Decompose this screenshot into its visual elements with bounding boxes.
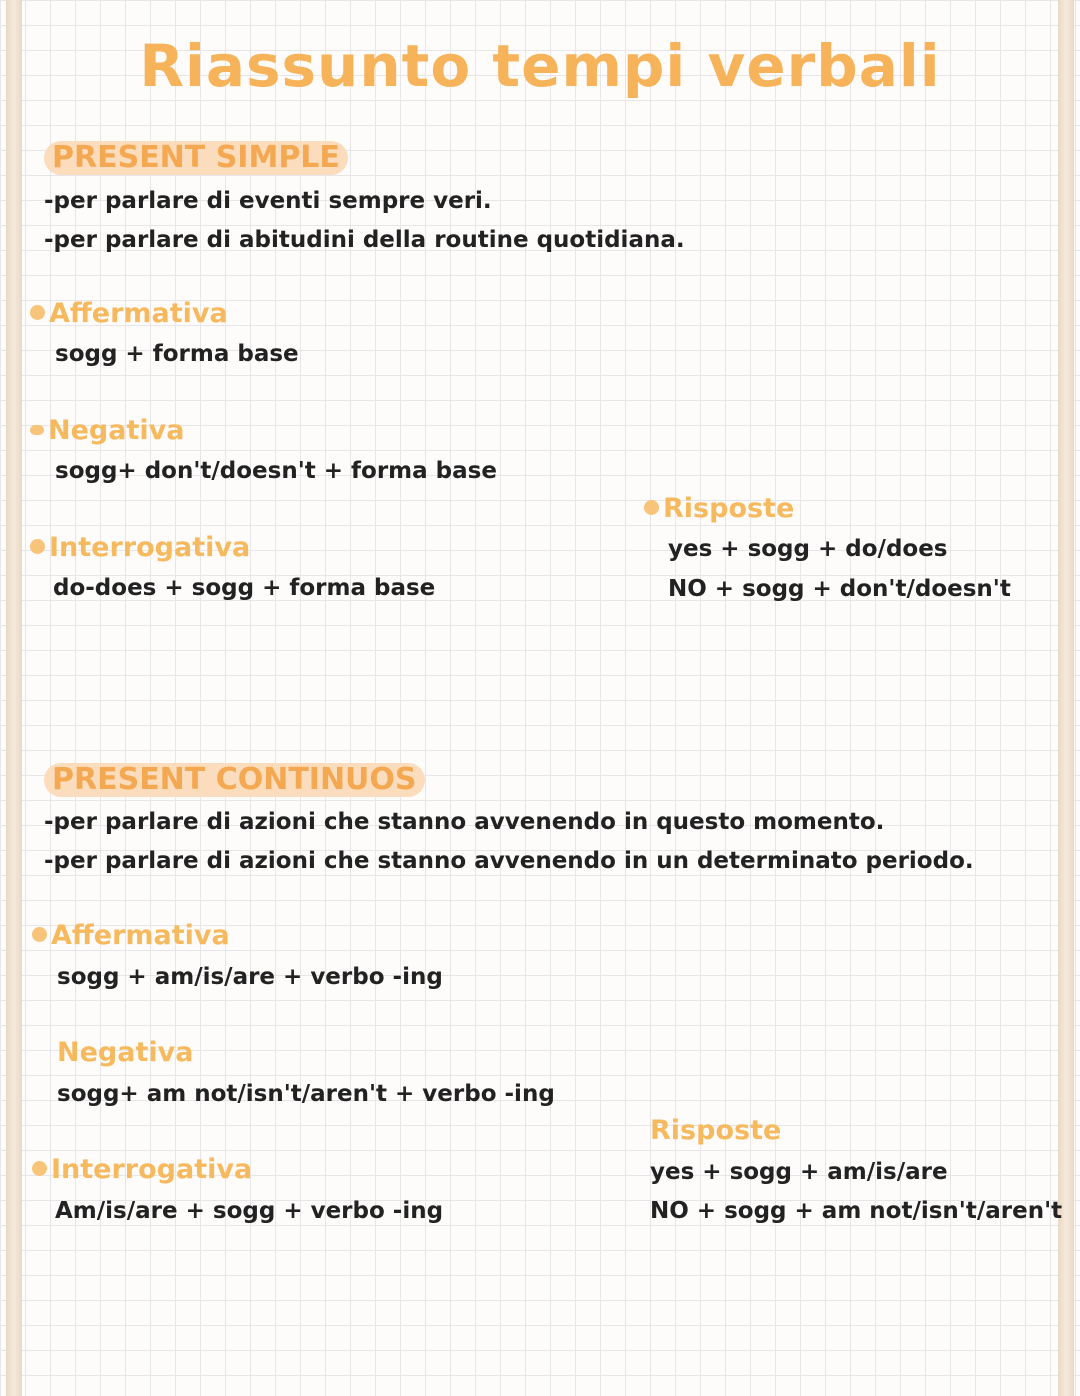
pc-risposte-no: NO + sogg + am not/isn't/aren't (650, 1198, 1063, 1224)
ps-interrogativa-formula: do-does + sogg + forma base (53, 575, 436, 601)
bullet-dot-icon (32, 1161, 47, 1176)
present-simple-heading: PRESENT SIMPLE (44, 141, 348, 175)
pc-affermativa-label: Affermativa (32, 920, 230, 951)
pc-negativa-formula: sogg+ am not/isn't/aren't + verbo -ing (57, 1081, 555, 1107)
pc-interrogativa-label: Interrogativa (32, 1154, 252, 1185)
pc-negativa-label: Negativa (57, 1037, 194, 1068)
pc-interrogativa-formula: Am/is/are + sogg + verbo -ing (55, 1198, 444, 1224)
present-continuous-use-2: -per parlare di azioni che stanno avvenendo in un determinato periodo. (44, 848, 974, 874)
present-continuous-use-1: -per parlare di azioni che stanno avvenendo in questo momento. (44, 809, 885, 835)
ps-negativa-label: Negativa (30, 415, 184, 446)
ps-risposte-no: NO + sogg + don't/doesn't (668, 576, 1011, 602)
ps-risposte-yes: yes + sogg + do/does (668, 536, 948, 562)
present-simple-use-1: -per parlare di eventi sempre veri. (44, 188, 492, 214)
ps-interrogativa-label: Interrogativa (30, 532, 250, 563)
right-margin-border (1058, 0, 1074, 1396)
left-margin-border (6, 0, 22, 1396)
present-continuous-heading: PRESENT CONTINUOS (44, 763, 425, 797)
page-title: Riassunto tempi verbali (139, 32, 941, 100)
pc-risposte-label: Risposte (650, 1115, 782, 1146)
pc-risposte-yes: yes + sogg + am/is/are (650, 1159, 948, 1185)
bullet-dot-icon (32, 927, 47, 942)
pc-affermativa-formula: sogg + am/is/are + verbo -ing (57, 964, 443, 990)
ps-affermativa-label: Affermativa (30, 298, 228, 329)
ps-risposte-label: Risposte (644, 493, 794, 524)
bullet-dot-icon (30, 539, 45, 554)
bullet-dot-icon (30, 425, 44, 435)
ps-negativa-formula: sogg+ don't/doesn't + forma base (55, 458, 497, 484)
ps-affermativa-formula: sogg + forma base (55, 341, 299, 367)
present-simple-use-2: -per parlare di abitudini della routine quotidiana. (44, 227, 685, 253)
bullet-dot-icon (644, 500, 659, 515)
bullet-dot-icon (30, 305, 45, 320)
